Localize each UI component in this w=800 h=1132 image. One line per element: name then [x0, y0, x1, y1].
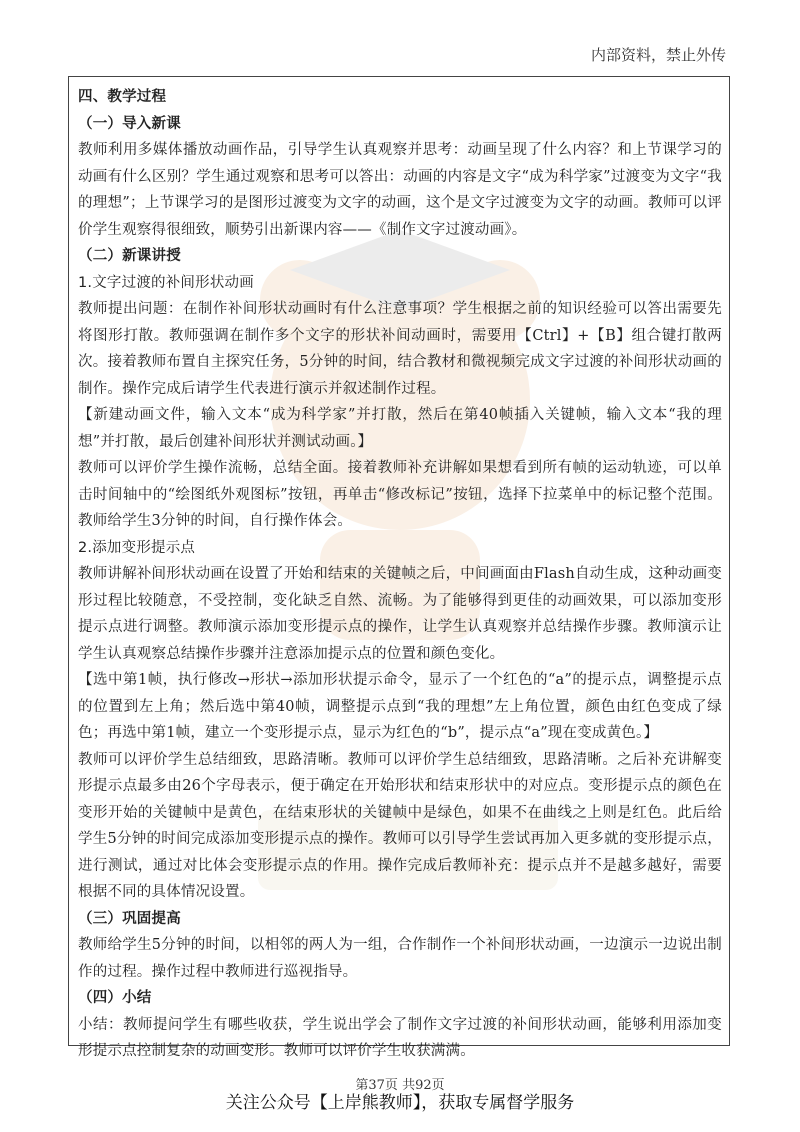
section-intro-text: 教师利用多媒体播放动画作品，引导学生认真观察并思考：动画呈现了什么内容？和上节课学习的动画有什么区别？学生通过观察和思考可以答出：动画的内容是文字“成为科学家”过渡变为文字“我的理想”；上节课学习的是图形过渡变为文字的动画，这个是文字过渡变为文字的动画。教师可以评价学生观察得很细致，顺势引出新课内容——《制作文字过渡动画》。 [78, 142, 722, 238]
section-intro-heading: （一）导入新课 [78, 115, 181, 132]
section-lecture-heading: （二）新课讲授 [78, 248, 181, 264]
section-summary-heading: （四）小结 [78, 990, 152, 1006]
sub1-para-1: 教师提出问题：在制作补间形状动画时有什么注意事项？学生根据之前的知识经验可以答出需要先将图形打散。教师强调在制作多个文字的形状补间动画时，需要用【Ctrl】+【B】组合键打散两次。接着教师布置自主探究任务，5分钟的时间，结合教材和微视频完成文字过渡的补间形状动画的制作。操作完成后请学生代表进行演示并叙述制作过程。 [78, 301, 722, 397]
process-title: 四、教学过程 [78, 89, 167, 105]
section-consolidate-text: 教师给学生5分钟的时间，以相邻的两人为一组，合作制作一个补间形状动画，一边演示一边说出制作的过程。操作过程中教师进行巡视指导。 [78, 937, 722, 980]
sub1-para-3: 教师可以评价学生操作流畅，总结全面。接着教师补充讲解如果想看到所有帧的运动轨迹，可以单击时间轴中的“绘图纸外观图标”按钮，再单击“修改标记”按钮，选择下拉菜单中的标记整个范围。教师给学生3分钟的时间，自行操作体会。 [78, 460, 722, 529]
sub2-para-1: 教师讲解补间形状动画在设置了开始和结束的关键帧之后，中间画面由Flash自动生成，这种动画变形过程比较随意，不受控制，变化缺乏自然、流畅。为了能够得到更佳的动画效果，可以添加变形提示点进行调整。教师演示添加变形提示点的操作，让学生认真观察并总结操作步骤。教师演示让学生认真观察总结操作步骤并注意添加提示点的位置和颜色变化。 [78, 566, 722, 662]
section-consolidate-heading: （三）巩固提高 [78, 910, 181, 927]
sub1-para-2: 【新建动画文件，输入文本“成为科学家”并打散，然后在第40帧插入关键帧，输入文本“我的理想”并打散，最后创建补间形状并测试动画。】 [78, 407, 722, 450]
sub1-title: 1.文字过渡的补间形状动画 [78, 274, 254, 291]
sub2-para-2: 【选中第1帧，执行修改→形状→添加形状提示命令，显示了一个红色的“a”的提示点，调整提示点的位置到左上角；然后选中第40帧，调整提示点到“我的理想”左上角位置，颜色由红色变成了绿色；再选中第1帧，建立一个变形提示点，显示为红色的“b”，提示点“a”现在变成黄色。】 [78, 672, 722, 741]
confidential-note: 内部资料，禁止外传 [590, 46, 726, 64]
page-number: 第37页 共92页 [355, 1078, 445, 1093]
section-summary-text: 小结：教师提问学生有哪些收获，学生说出学会了制作文字过渡的补间形状动画，能够利用添加变形提示点控制复杂的动画变形。教师可以评价学生收获满满。 [78, 1016, 722, 1059]
sub2-title: 2.添加变形提示点 [78, 539, 196, 556]
lesson-content [78, 84, 722, 1065]
sub2-para-3: 教师可以评价学生总结细致，思路清晰。教师可以评价学生总结细致，思路清晰。之后补充讲解变形提示点最多由26个字母表示，便于确定在开始形状和结束形状中的对应点。变形提示点的颜色在变形开始的关键帧中是黄色，在结束形状的关键帧中是绿色，如果不在曲线之上则是红色。此后给学生5分钟的时间完成添加变形提示点的操作。教师可以引导学生尝试再加入更多就的变形提示点，进行测试，通过对比体会变形提示点的作用。操作完成后教师补充：提示点并不是越多越好，需要根据不同的具体情况设置。 [78, 751, 722, 900]
promo-line: 关注公众号【上岸熊教师】，获取专属督学服务 [225, 1093, 575, 1113]
